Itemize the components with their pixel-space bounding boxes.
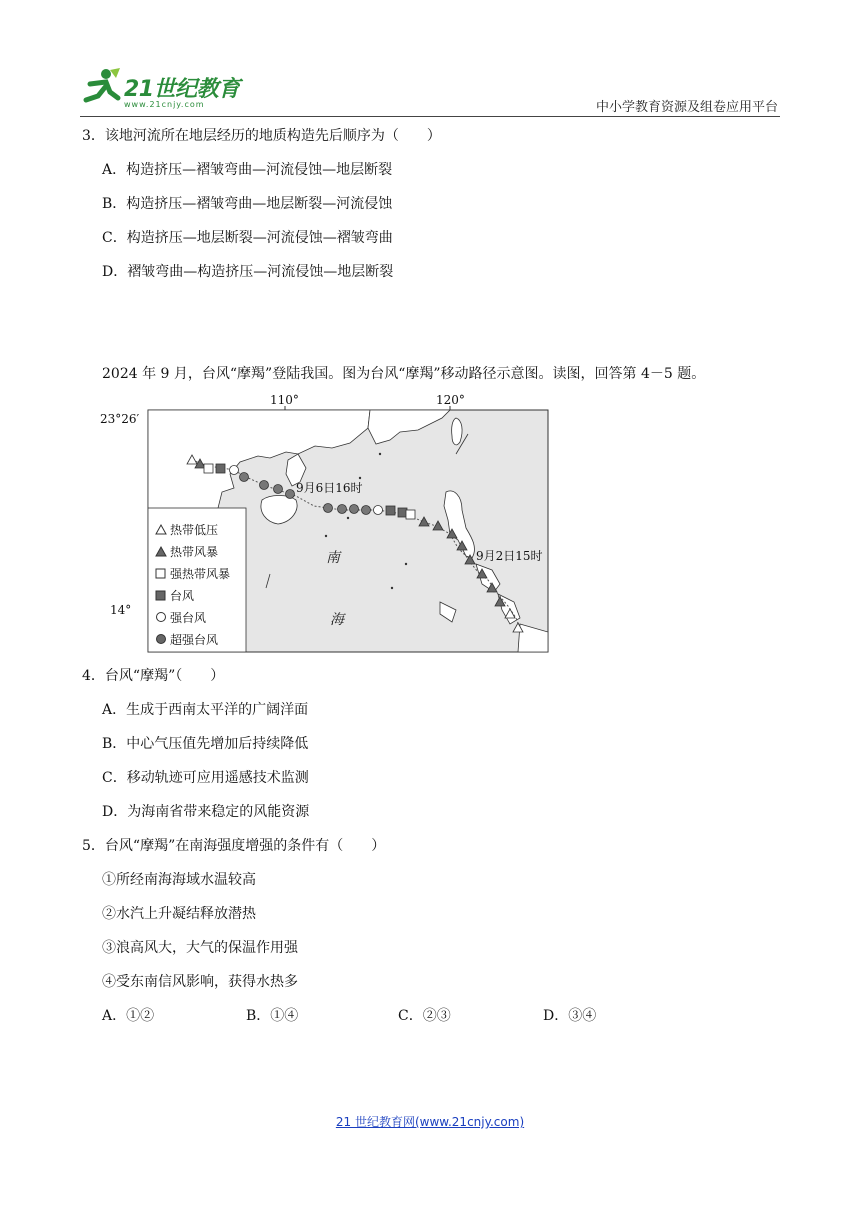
q5-option-a: A．①②: [102, 1008, 155, 1024]
legend-label-sty: 强台风: [170, 611, 207, 625]
footer-site-link[interactable]: 21 世纪教育网(www.21cnjy.com): [335, 1115, 525, 1129]
q5-stem: 5．台风“摩羯”在南海强度增强的条件有（ ）: [82, 838, 386, 854]
legend-circle-filled-icon: [157, 635, 166, 644]
track-point: [204, 464, 213, 473]
legend-square-open-icon: [156, 569, 165, 578]
q3-option-b: B．构造挤压—褶皱弯曲—地层断裂—河流侵蚀: [102, 196, 393, 212]
lon-label-120: 120°: [436, 393, 465, 407]
track-point: [230, 466, 239, 475]
track-point: [286, 490, 295, 499]
header-platform-name: 中小学教育资源及组卷应用平台: [595, 100, 778, 115]
legend-square-filled-icon: [156, 591, 165, 600]
q4-option-b: B．中心气压值先增加后持续降低: [102, 736, 309, 752]
legend-label-ty: 台风: [170, 589, 195, 603]
page-footer: [0, 1113, 860, 1130]
track-point: [324, 504, 333, 513]
q5-option-d: D．③④: [543, 1008, 597, 1024]
q5-statement-4: ④受东南信风影响，获得水热多: [102, 974, 298, 990]
sea-label-nan: 南: [326, 550, 340, 566]
site-logo: [80, 66, 250, 114]
legend-label-sts: 强热带风暴: [170, 567, 231, 581]
lon-label-110: 110°: [270, 393, 299, 407]
annotation-sep2: 9月2日15时: [476, 549, 543, 563]
legend-label-ts: 热带风暴: [170, 545, 219, 559]
track-point: [350, 505, 359, 514]
track-point: [374, 506, 383, 515]
legend-label-td: 热带低压: [170, 523, 219, 537]
track-point: [274, 485, 283, 494]
track-point: [260, 481, 269, 490]
q5-option-b: B．①④: [246, 1008, 299, 1024]
lat-label-bottom: 14°: [110, 603, 132, 617]
q4-option-c: C．移动轨迹可应用遥感技术监测: [102, 770, 309, 786]
track-point: [240, 473, 249, 482]
legend-label-superty: 超强台风: [170, 633, 219, 647]
runner-logo-icon: [80, 66, 124, 110]
q5-statement-3: ③浪高风大，大气的保温作用强: [102, 940, 298, 956]
intro-text: 2024 年 9 月，台风“摩羯”登陆我国。图为台风“摩羯”移动路径示意图。读图，回答第 4－5 题。: [102, 366, 706, 382]
q5-statement-1: ①所经南海海域水温较高: [102, 872, 256, 888]
q3-option-d: D．褶皱弯曲—构造挤压—河流侵蚀—地层断裂: [102, 264, 394, 280]
q3-stem: 3．该地河流所在地层经历的地质构造先后顺序为（ ）: [82, 128, 441, 144]
q5-option-c: C．②③: [398, 1008, 451, 1024]
track-point: [406, 510, 415, 519]
track-point: [216, 464, 225, 473]
track-point: [362, 506, 371, 515]
q4-stem: 4．台风“摩羯”（ ）: [82, 668, 225, 684]
logo-text: 21世纪教育: [124, 77, 240, 102]
track-point: [386, 506, 395, 515]
typhoon-track-map: [100, 388, 552, 654]
track-point: [338, 505, 347, 514]
q4-option-d: D．为海南省带来稳定的风能资源: [102, 804, 310, 820]
lat-label-top: 23°26′: [100, 412, 140, 426]
annotation-sep6: 9月6日16时: [296, 481, 363, 495]
header-divider: [80, 116, 780, 117]
logo-subtext: www.21cnjy.com: [124, 100, 205, 109]
q3-option-a: A．构造挤压—褶皱弯曲—河流侵蚀—地层断裂: [102, 162, 393, 178]
q5-statement-2: ②水汽上升凝结释放潜热: [102, 906, 256, 922]
legend-circle-open-icon: [157, 613, 166, 622]
sea-label-hai: 海: [330, 612, 344, 628]
q3-option-c: C．构造挤压—地层断裂—河流侵蚀—褶皱弯曲: [102, 230, 393, 246]
q4-option-a: A．生成于西南太平洋的广阔洋面: [102, 702, 309, 718]
